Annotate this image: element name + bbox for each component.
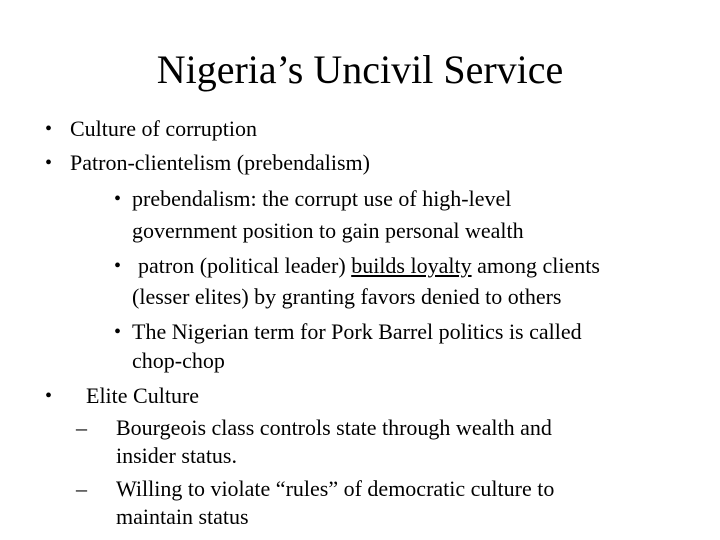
- sub-bullet-prebendalism-line2: government position to gain personal wealth: [132, 218, 524, 243]
- dash-willing-line1: Willing to violate “rules” of democratic culture to: [116, 476, 555, 501]
- sub-bullet-patron-line1: [138, 253, 600, 279]
- sub-bullet-chop-chop-line1: The Nigerian term for Pork Barrel politics is called: [132, 319, 582, 344]
- sub-bullet-patron-line2: (lesser elites) by granting favors denied to others: [132, 284, 562, 309]
- sub-bullet-marker: •: [114, 255, 122, 277]
- dash-bourgeois-line2: insider status.: [116, 443, 237, 468]
- bullet-marker: •: [45, 385, 53, 407]
- sub-bullet-marker: •: [114, 321, 122, 343]
- slide-title: Nigeria’s Uncivil Service: [156, 47, 564, 92]
- bullet-marker: •: [45, 118, 53, 140]
- bullet-text-patron-clientelism: Patron-clientelism (prebendalism): [70, 150, 370, 175]
- bullet-text-elite-culture: Elite Culture: [86, 383, 200, 408]
- dash-marker: –: [76, 476, 87, 501]
- bullet-text-culture-of-corruption: Culture of corruption: [70, 116, 257, 141]
- sub-bullet-prebendalism-line1: prebendalism: the corrupt use of high-level: [132, 186, 512, 211]
- builds-loyalty-underlined: builds loyalty: [351, 253, 472, 278]
- bullet-marker: •: [45, 152, 53, 174]
- dash-marker: –: [76, 415, 87, 440]
- patron-line1-end: among clients: [471, 253, 600, 278]
- dash-bourgeois-line1: Bourgeois class controls state through wealth and: [116, 415, 552, 440]
- sub-bullet-marker: •: [114, 188, 122, 210]
- patron-line1-start: patron (political leader): [138, 253, 352, 278]
- dash-willing-line2: maintain status: [116, 504, 249, 529]
- sub-bullet-chop-chop-line2: chop-chop: [132, 348, 225, 373]
